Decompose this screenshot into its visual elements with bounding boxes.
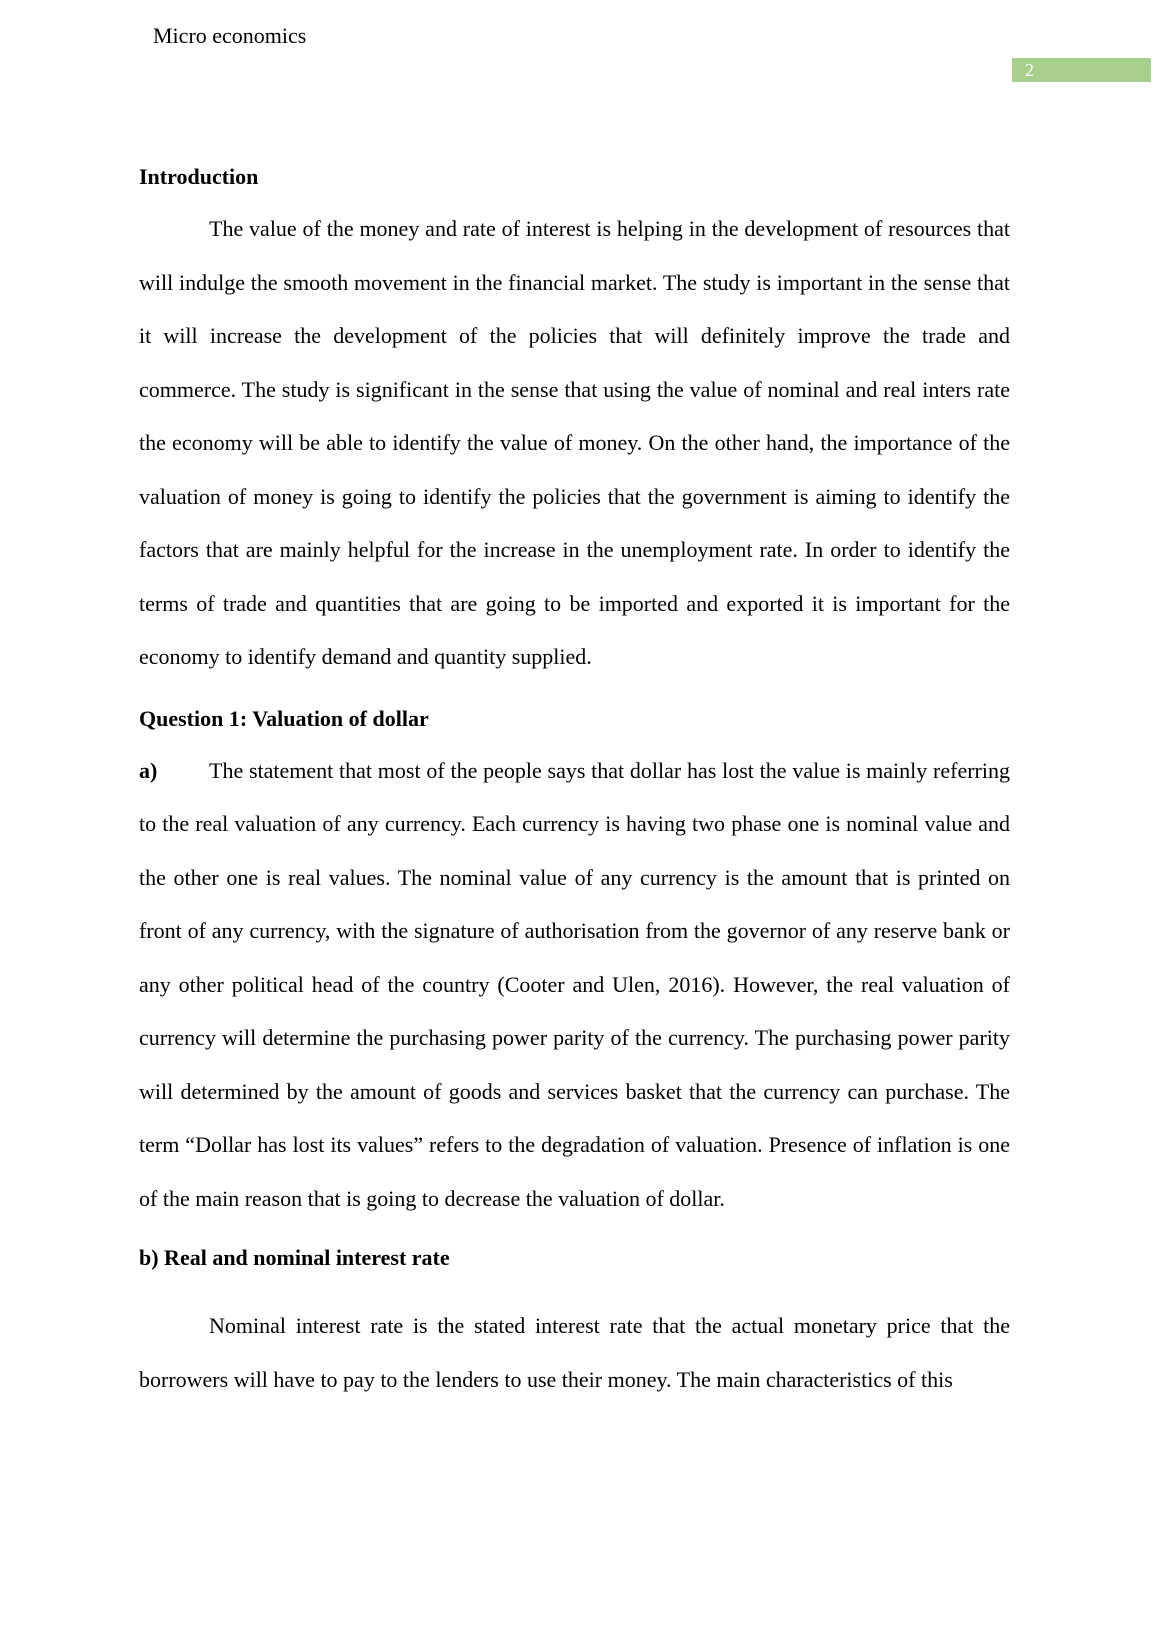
part-a-label: a) <box>139 757 158 783</box>
question-1-heading: Question 1: Valuation of dollar <box>139 705 429 731</box>
question-1-part-a-paragraph <box>139 744 1010 1226</box>
part-b-heading: b) Real and nominal interest rate <box>139 1245 450 1270</box>
introduction-paragraph: The value of the money and rate of interest is helping in the development of resources that will indulge the smooth movement in the financial market. The study is important in the sense that it will increase the development of the policies that will definitely improve the trade and commerce. The study is significant in the sense that using the value of nominal and real inters rate the economy will be able to identify the value of money. On the other hand, the importance of the valuation of money is going to identify the policies that the government is aiming to identify the factors that are mainly helpful for the increase in the unemployment rate. In order to identify the terms of trade and quantities that are going to be imported and exported it is important for the economy to identify demand and quantity supplied. <box>139 216 1010 669</box>
page-number-badge: 2 <box>1012 58 1151 82</box>
running-header-title: Micro economics <box>153 23 307 48</box>
part-a-text: The statement that most of the people says that dollar has lost the value is mainly referring to the real valuation of any currency. Each currency is having two phase one is nominal value and the other one is real values. The nominal value of any currency is the amount that is printed on front of any currency, with the signature of authorisation from the governor of any reserve bank or any other political head of the country (Cooter and Ulen, 2016). However, the real valuation of currency will determine the purchasing power parity of the currency. The purchasing power parity will determined by the amount of goods and services basket that the currency can purchase. The term “Dollar has lost its values” refers to the degradation of valuation. Presence of inflation is one of the main reason that is going to decrease the valuation of dollar. <box>139 757 1010 1211</box>
document-body <box>139 160 1010 1406</box>
introduction-heading: Introduction <box>139 164 259 189</box>
part-b-paragraph: Nominal interest rate is the stated interest rate that the actual monetary price that the borrowers will have to pay to the lenders to use their money. The main characteristics of this <box>139 1313 1010 1392</box>
